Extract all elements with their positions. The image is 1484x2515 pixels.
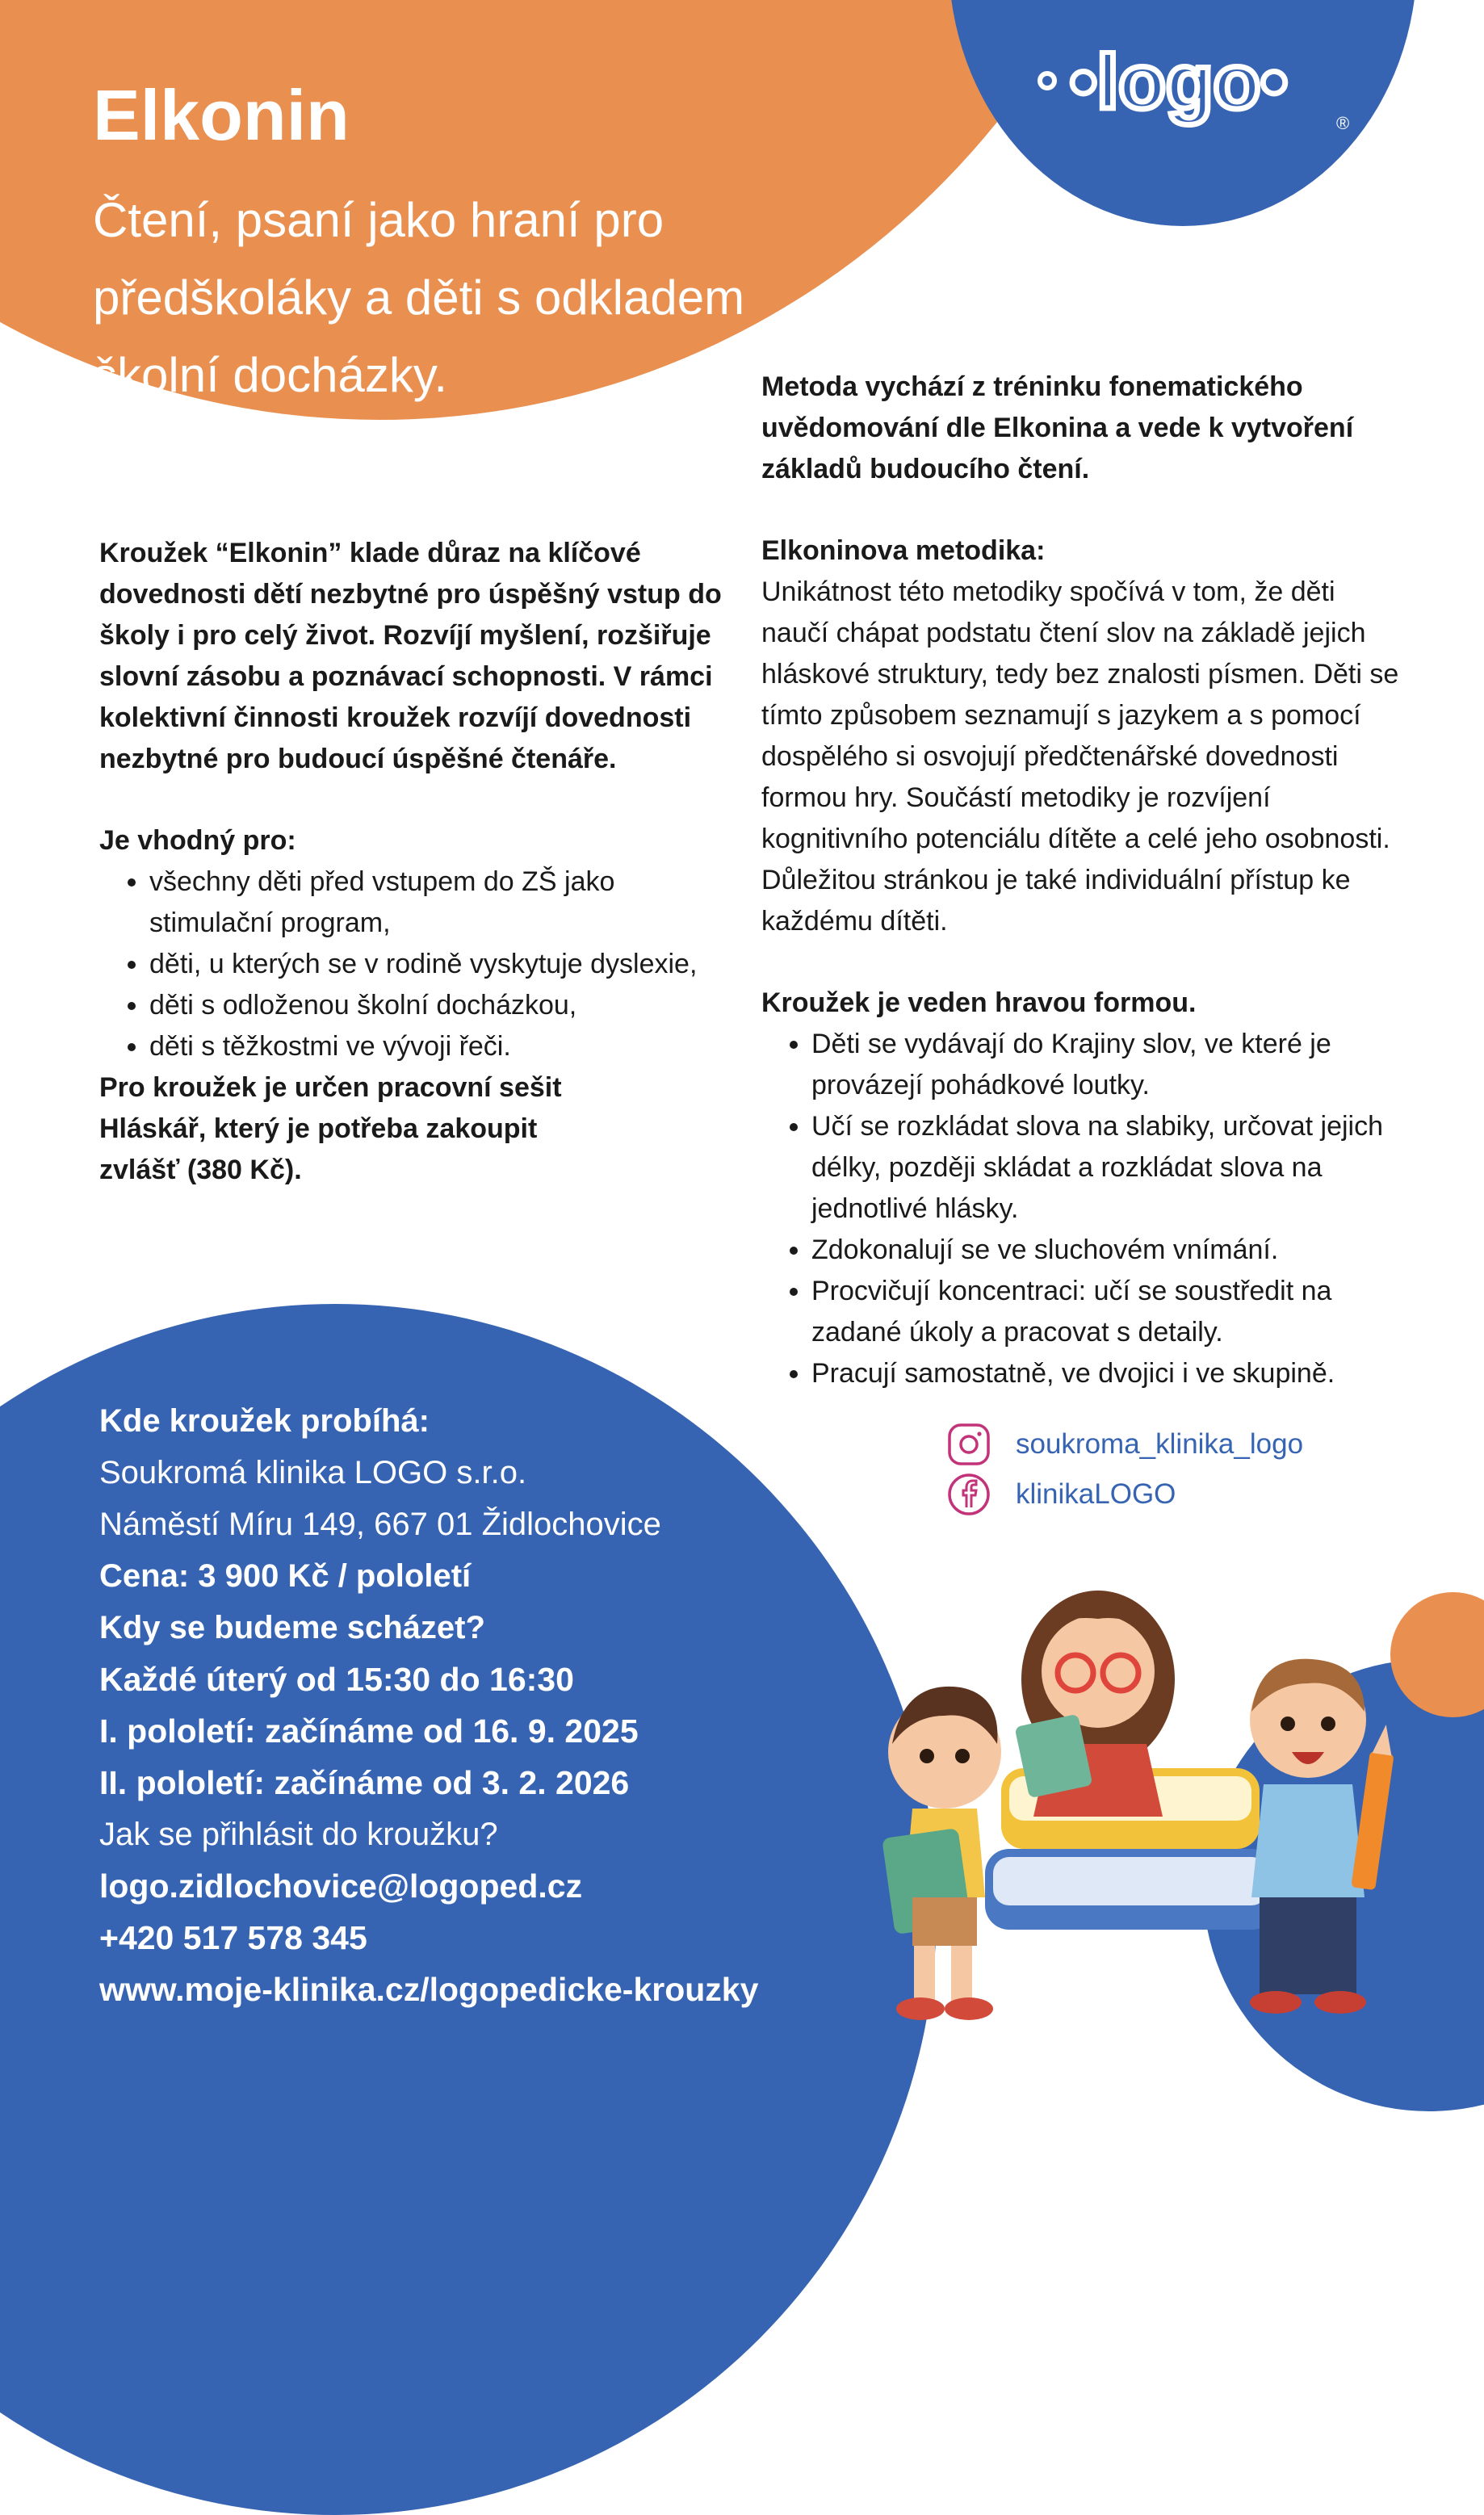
- signup-heading: Jak se přihlásit do kroužku?: [99, 1817, 498, 1852]
- term-2: II. pololetí: začínáme od 3. 2. 2026: [99, 1764, 630, 1801]
- info-section: [99, 1395, 907, 2015]
- clinic-address: Náměstí Míru 149, 667 01 Židlochovice: [99, 1507, 661, 1542]
- contact-email[interactable]: logo.zidlochovice@logoped.cz: [99, 1867, 583, 1905]
- left-column: [99, 533, 745, 1191]
- method-heading: Elkoninova metodika:: [761, 535, 1046, 566]
- list-item: • děti s těžkostmi ve vývoji řeči.: [149, 1026, 745, 1067]
- logo: [1038, 50, 1360, 147]
- contact-phone[interactable]: +420 517 578 345: [99, 1919, 367, 1956]
- registered-mark: ®: [1336, 113, 1350, 133]
- play-heading: Kroužek je veden hravou formou.: [761, 987, 1197, 1018]
- when-heading: Kdy se budeme scházet?: [99, 1610, 485, 1645]
- method-text: Unikátnost této metodiky spočívá v tom, že děti naučí chápat podstatu čtení slov na základě jejich hláskové struktury, tedy bez znalosti písmen. Děti se tímto způsobem seznamují s jazykem a s pomocí dospělého si osvojují předčtenářské dovednosti formou hry. Součástí metodiky je rozvíjení kognitivního potenciálu dítěte a celé jeho osobnosti. Důležitou stránkou je také individuální přístup ke každému dítěti.: [761, 576, 1399, 937]
- list-item: • Zdokonalují se ve sluchovém vnímání.: [811, 1230, 1409, 1271]
- list-item: • Procvičují koncentraci: učí se soustředit na zadané úkoly a pracovat s detaily.: [811, 1271, 1409, 1353]
- facebook-link[interactable]: [946, 1469, 1303, 1519]
- where-heading: Kde kroužek probíhá:: [99, 1403, 430, 1439]
- price: Cena: 3 900 Kč / pololetí: [99, 1558, 472, 1594]
- facebook-handle[interactable]: klinikaLOGO: [1016, 1478, 1176, 1510]
- term-1: I. pololetí: začínáme od 16. 9. 2025: [99, 1712, 639, 1750]
- play-list: [761, 1024, 1409, 1394]
- instagram-icon: [946, 1422, 991, 1467]
- list-item: • Učí se rozkládat slova na slabiky, určovat jejich délky, později skládat a rozkládat slova na jednotlivé hlásky.: [811, 1106, 1409, 1230]
- social-links: [946, 1419, 1303, 1519]
- suitable-list: [99, 861, 745, 1067]
- list-item: • děti s odloženou školní docházkou,: [149, 985, 745, 1026]
- page-title: Elkonin: [93, 75, 350, 155]
- instagram-link[interactable]: [946, 1419, 1303, 1469]
- method-intro: Metoda vychází z tréninku fonematického uvědomování dle Elkonina a vede k vytvoření základů budoucího čtení.: [761, 371, 1354, 484]
- suitable-heading: Je vhodný pro:: [99, 825, 296, 856]
- clinic-name: Soukromá klinika LOGO s.r.o.: [99, 1455, 527, 1490]
- list-item: • všechny děti před vstupem do ZŠ jako stimulační program,: [149, 861, 745, 944]
- logo-wordmark: •logo•: [1070, 50, 1288, 125]
- instagram-handle[interactable]: soukroma_klinika_logo: [1016, 1428, 1304, 1460]
- intro-text: Kroužek “Elkonin” klade důraz na klíčové dovednosti dětí nezbytné pro úspěšný vstup do školy i pro celý život. Rozvíjí myšlení, rozšiřuje slovní zásobu a poznávací schopnosti. V rámci kolektivní činnosti kroužek rozvíjí dovednosti nezbytné pro budoucí úspěšné čtenáře.: [99, 538, 722, 774]
- list-item: • Pracují samostatně, ve dvojici i ve skupině.: [811, 1353, 1409, 1394]
- schedule: Každé úterý od 15:30 do 16:30: [99, 1661, 574, 1698]
- right-column: [761, 367, 1432, 1394]
- page-subtitle: Čtení, psaní jako hraní pro předškoláky a děti s odkladem školní docházky.: [93, 193, 745, 402]
- website-link[interactable]: www.moje-klinika.cz/logopedicke-krouzky: [99, 1971, 759, 2008]
- facebook-icon: [946, 1472, 991, 1517]
- list-item: • Děti se vydávají do Krajiny slov, ve které je provázejí pohádkové loutky.: [811, 1024, 1409, 1106]
- children-reading-illustration: [856, 1518, 1421, 2035]
- list-item: • děti, u kterých se v rodině vyskytuje dyslexie,: [149, 944, 745, 985]
- workbook-note: Pro kroužek je určen pracovní sešit Hláskář, který je potřeba zakoupit zvlášť (380 Kč).: [99, 1072, 562, 1185]
